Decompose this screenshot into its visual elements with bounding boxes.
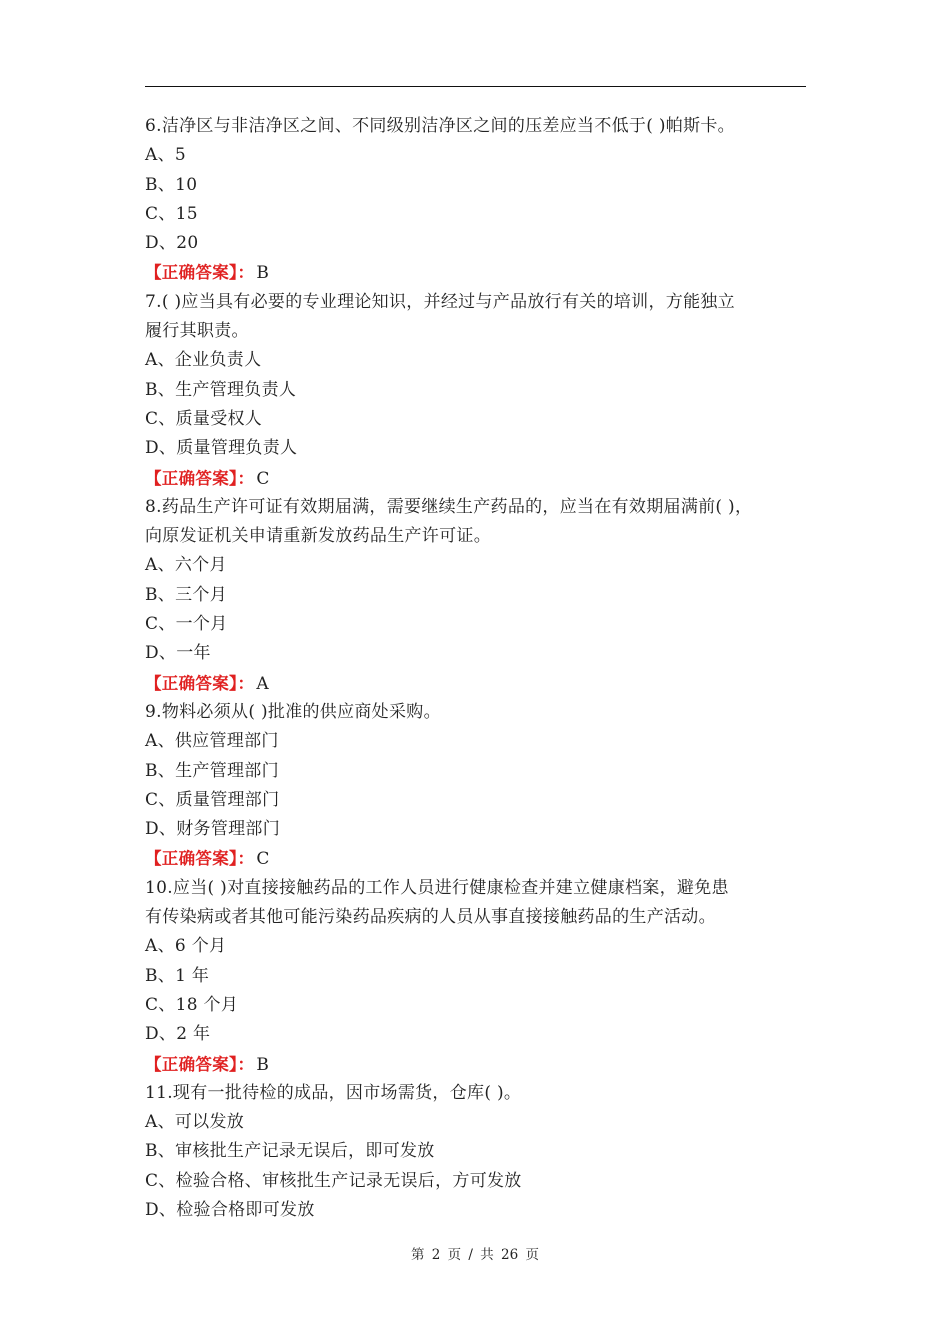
question-block [145,288,813,493]
question-list [145,112,813,1225]
option-b: B、生产管理负责人 [145,379,297,400]
option-c: C、18 个月 [145,994,239,1015]
answer-label: 【正确答案】： [145,263,255,283]
answer-label: 【正确答案】： [145,468,255,488]
answer-label: 【正确答案】： [145,1054,255,1074]
answer-label: 【正确答案】： [145,673,255,693]
option-a: A、企业负责人 [145,350,262,371]
option-b: B、生产管理部门 [145,760,279,781]
option-c: C、质量受权人 [145,408,263,429]
option-a: A、可以发放 [145,1112,245,1133]
option-a: A、供应管理部门 [145,731,279,752]
question-stem: 9.物料必须从( )批准的供应商处采购。 [145,701,441,722]
option-b: B、10 [145,174,198,195]
answer-value: C [256,468,270,489]
option-a: A、6 个月 [145,936,227,957]
option-c: C、检验合格、审核批生产记录无误后，方可发放 [145,1170,522,1191]
option-d: D、财务管理部门 [145,819,281,840]
option-c: C、15 [145,203,198,224]
option-c: C、一个月 [145,614,228,635]
option-c: C、质量管理部门 [145,789,280,810]
question-block [145,493,813,698]
answer-line [145,1050,813,1079]
option-d: D、检验合格即可发放 [145,1199,315,1220]
answer-value: A [256,673,269,694]
question-stem: 10.应当( )对直接接触药品的工作人员进行健康检查并建立健康档案，避免患 [145,877,729,898]
page-number-footer: 第 2 页 / 共 26 页 [410,1247,540,1263]
option-d: D、一年 [145,643,211,664]
question-stem: 11.现有一批待检的成品，因市场需货，仓库( )。 [145,1082,522,1103]
answer-line [145,258,813,287]
option-b: B、审核批生产记录无误后，即可发放 [145,1141,435,1162]
answer-line [145,844,813,873]
answer-value: B [256,1054,270,1075]
answer-line [145,669,813,698]
question-stem: 8.药品生产许可证有效期届满，需要继续生产药品的，应当在有效期届满前( )， [145,496,753,517]
option-a: A、六个月 [145,555,227,576]
header-rule [145,86,806,87]
option-d: D、2 年 [145,1024,211,1045]
answer-line [145,464,813,493]
question-stem-continued: 履行其职责。 [145,321,249,342]
answer-value: B [256,263,270,284]
question-stem-continued: 向原发证机关申请重新发放药品生产许可证。 [145,526,491,547]
question-stem-continued: 有传染病或者其他可能污染药品疾病的人员从事直接接触药品的生产活动。 [145,907,716,928]
option-b: B、三个月 [145,584,227,605]
question-block [145,698,813,874]
question-block [145,874,813,1079]
option-d: D、质量管理负责人 [145,438,298,459]
option-b: B、1 年 [145,965,210,986]
question-block [145,112,813,288]
option-d: D、20 [145,233,199,254]
option-a: A、5 [145,145,186,166]
question-block [145,1079,813,1225]
answer-value: C [256,849,270,870]
question-stem: 6.洁净区与非洁净区之间、不同级别洁净区之间的压差应当不低于( )帕斯卡。 [145,116,735,136]
answer-label: 【正确答案】： [145,849,255,869]
question-stem: 7.( )应当具有必要的专业理论知识，并经过与产品放行有关的培训，方能独立 [145,291,735,312]
